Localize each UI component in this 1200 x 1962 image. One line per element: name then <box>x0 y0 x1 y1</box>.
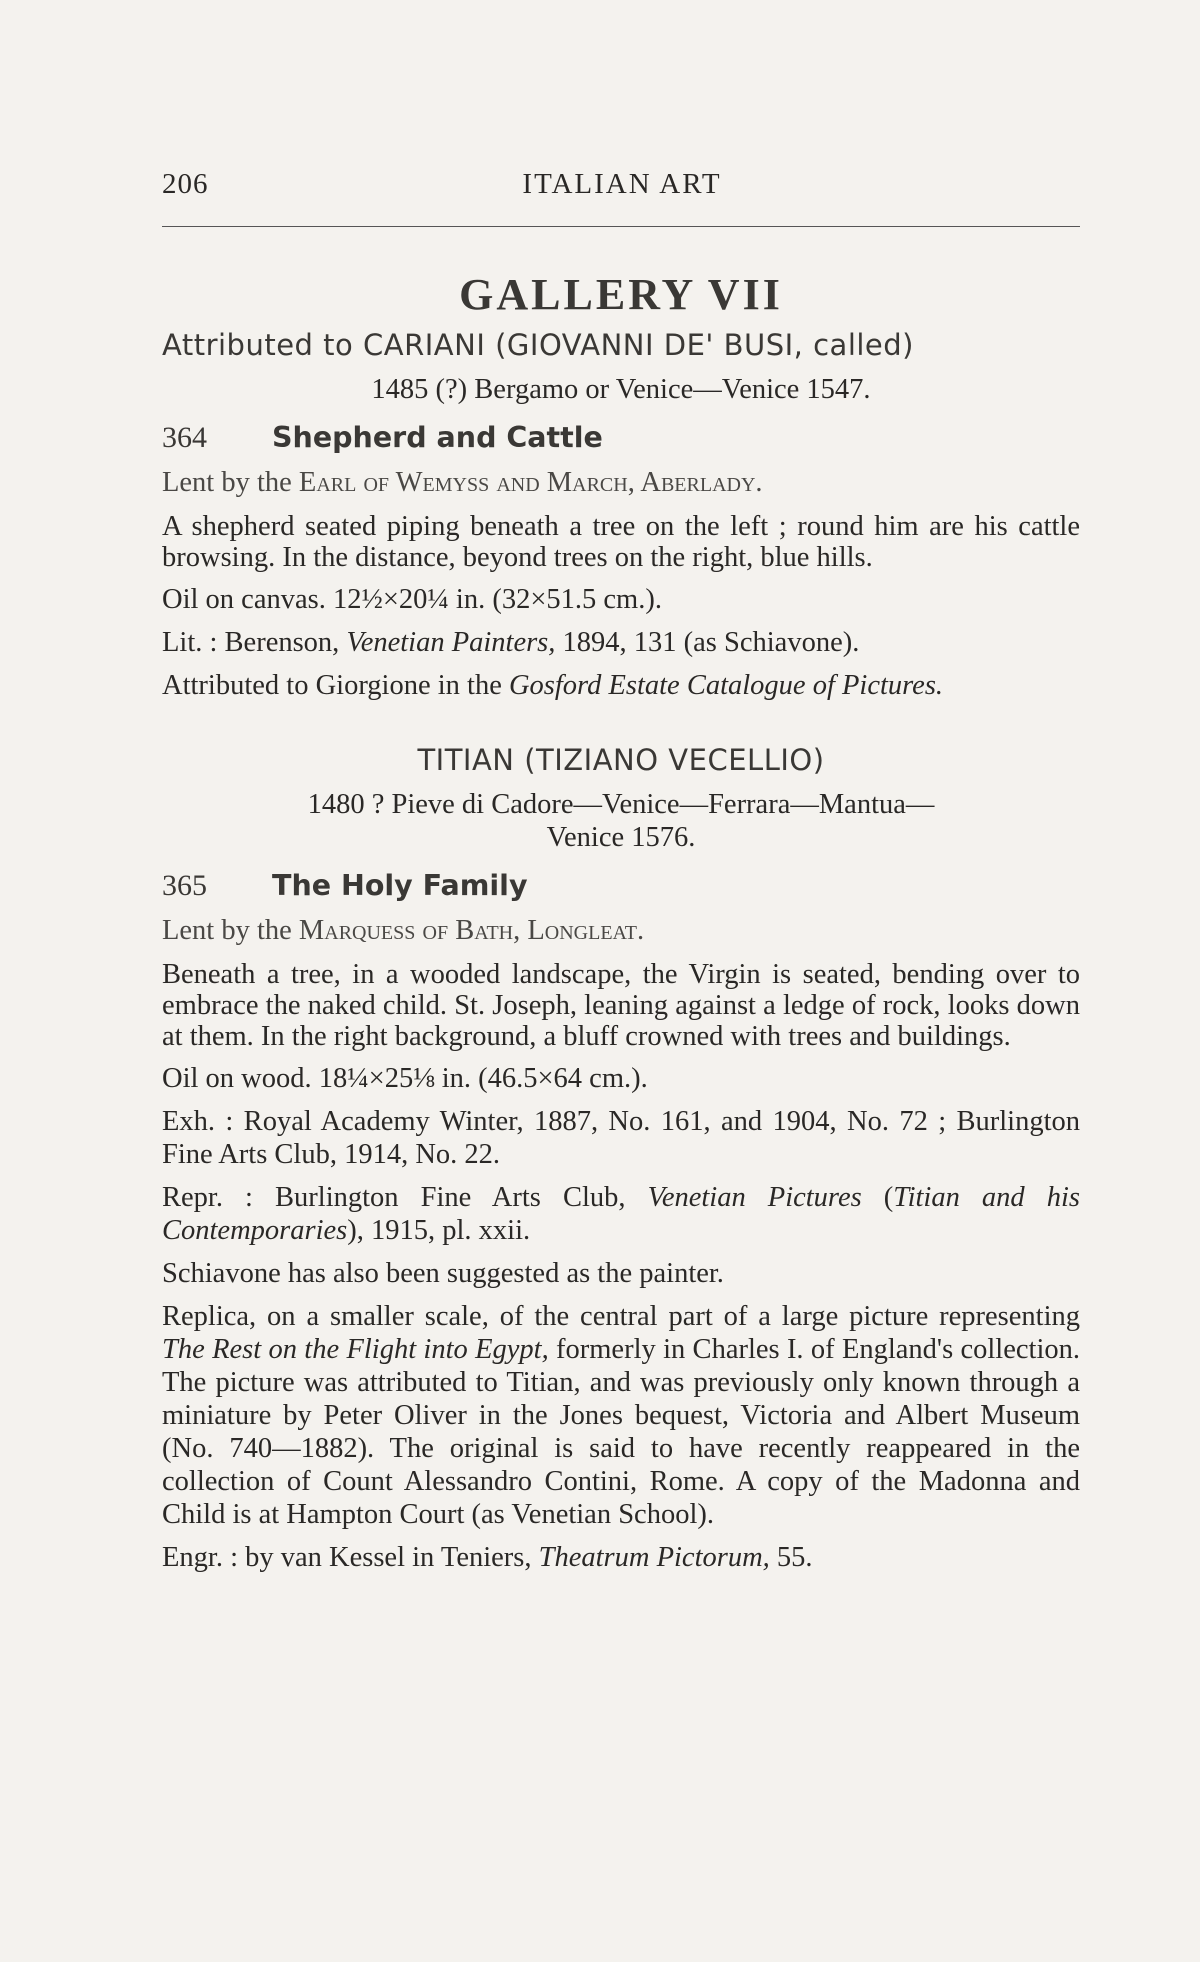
section-titian <box>162 742 1080 1574</box>
lender-name: Marquess of Bath, Longleat. <box>298 915 645 946</box>
dates-line-2: Venice 1576. <box>546 822 696 853</box>
engr-prefix: Engr. : by van Kessel in Teniers, <box>162 1542 539 1573</box>
repr-prefix: Repr. : Burlington Fine Arts Club, <box>162 1182 648 1213</box>
schiavone-note: Schiavone has also been suggested as the painter. <box>162 1258 724 1289</box>
entry-title: The Holy Family <box>272 869 528 902</box>
page-number: 206 <box>162 168 209 200</box>
replica-suffix: formerly in Charles I. of England's collection. The picture was attributed to Titian, and was previously only known through a miniature by Peter Oliver in the Jones bequest, Victoria and Albert Museum (No. 740—1882). The original is said to have recently reappeared in the collection of Count Alessandro Contini, Rome. A copy of the Madonna and Child is at Hampton Court (as Venetian School). <box>162 1334 1080 1530</box>
repr-title: Venetian Pictures <box>647 1182 862 1213</box>
artist-heading: TITIAN (TIZIANO VECELLIO) <box>417 743 825 777</box>
repr-subtitle: Titian and his Contemporaries <box>162 1182 1080 1246</box>
dates-line-1: 1480 ? Pieve di Cadore—Venice—Ferrara—Mantua— <box>307 789 935 820</box>
lit-prefix: Lit. : Berenson, <box>162 627 347 658</box>
exhibitions: Exh. : Royal Academy Winter, 1887, No. 161, and 1904, No. 72 ; Burlington Fine Arts Club, 1914, No. 22. <box>162 1106 1080 1170</box>
lender-prefix: Lent by the <box>162 915 299 946</box>
description: Beneath a tree, in a wooded landscape, the Virgin is seated, bending over to embrace the naked child. St. Joseph, leaning against a ledge of rock, looks down at them. In the right background, a bluff crowned with trees and buildings. <box>162 959 1080 1052</box>
lit-title: Venetian Painters, <box>346 627 556 658</box>
artist-heading: Attributed to CARIANI (GIOVANNI DE' BUSI, called) <box>162 328 914 362</box>
repr-paren: ( <box>861 1182 894 1213</box>
gallery-title: GALLERY VII <box>459 270 783 319</box>
entry-number: 364 <box>162 421 207 454</box>
repr-suffix: ), 1915, pl. xxii. <box>347 1215 531 1246</box>
literature <box>162 626 1080 659</box>
replica-title: The Rest on the Flight into Egypt, <box>162 1334 549 1365</box>
running-title: ITALIAN ART <box>522 168 722 200</box>
engr-suffix: 55. <box>769 1542 813 1573</box>
section-cariani <box>162 327 1080 702</box>
medium-dimensions: Oil on wood. 18¼×25⅛ in. (46.5×64 cm.). <box>162 1063 648 1094</box>
running-head <box>162 168 1082 208</box>
engr-title: Theatrum Pictorum, <box>538 1542 770 1573</box>
attribution-note <box>162 669 1080 702</box>
entry-heading <box>162 420 1080 456</box>
replica-note <box>162 1300 1080 1531</box>
artist-dates <box>162 788 1080 854</box>
header-rule <box>162 226 1080 227</box>
lender-prefix: Lent by the <box>162 467 299 498</box>
page-content <box>162 270 1080 1584</box>
lender-line <box>162 914 1080 947</box>
attrib-prefix: Attributed to Giorgione in the <box>162 670 509 701</box>
lit-suffix: 1894, 131 (as Schiavone). <box>555 627 860 658</box>
entry-heading <box>162 868 1080 904</box>
artist-dates: 1485 (?) Bergamo or Venice—Venice 1547. <box>371 374 871 405</box>
entry-number: 365 <box>162 869 207 902</box>
entry-title: Shepherd and Cattle <box>272 421 603 454</box>
attrib-title: Gosford Estate Catalogue of Pictures. <box>508 670 944 701</box>
replica-prefix: Replica, on a smaller scale, of the central part of a large picture representing <box>162 1301 1080 1332</box>
description: A shepherd seated piping beneath a tree on the left ; round him are his cattle browsing. In the distance, beyond trees on the right, blue hills. <box>162 511 1080 573</box>
section-spacer <box>162 712 1080 742</box>
engraving <box>162 1541 1080 1574</box>
lender-name: Earl of Wemyss and March, Aberlady. <box>298 467 763 498</box>
reproductions <box>162 1181 1080 1247</box>
medium-dimensions: Oil on canvas. 12½×20¼ in. (32×51.5 cm.). <box>162 584 662 615</box>
lender-line <box>162 466 1080 499</box>
